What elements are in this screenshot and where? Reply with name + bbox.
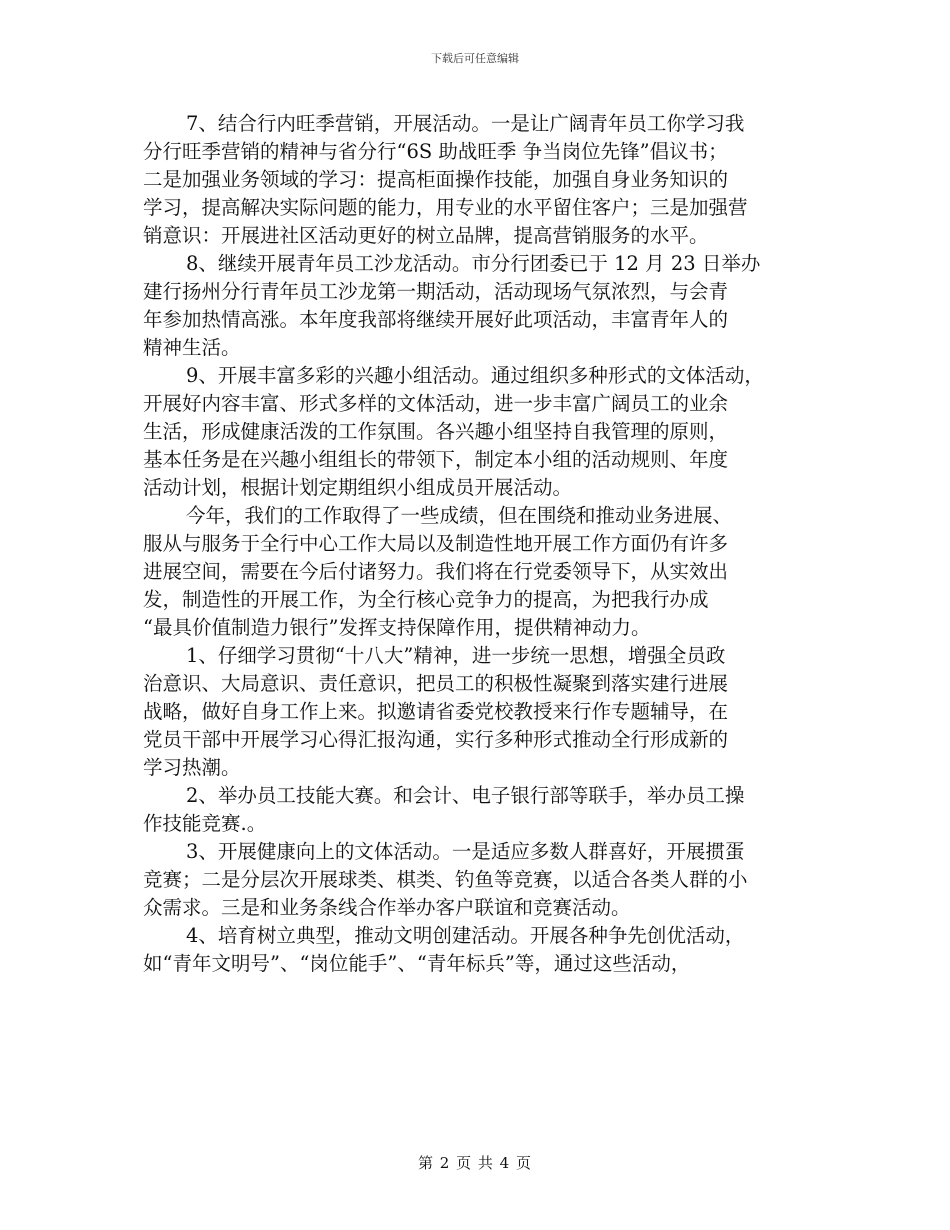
text-line: 3、开展健康向上的文体活动。一是适应多数人群喜好，开展掼蛋	[186, 840, 745, 863]
text-line: “最具价值制造力银行”发挥支持保障作用，提供精神动力。	[143, 616, 651, 639]
text-line: 9、开展丰富多彩的兴趣小组活动。通过组织多种形式的文体活动，	[186, 364, 764, 387]
text-line: 2、举办员工技能大赛。和会计、电子银行部等联手，举办员工操	[186, 784, 745, 807]
page-header-note: 下载后可任意编辑	[431, 52, 519, 65]
text-line: 年参加热情高涨。本年度我部将继续开展好此项活动，丰富青年人的	[143, 308, 729, 331]
text-line: 建行扬州分行青年员工沙龙第一期活动，活动现场气氛浓烈，与会青	[143, 280, 729, 303]
text-line: 战略，做好自身工作上来。拟邀请省委党校教授来行作专题辅导，在	[143, 700, 729, 723]
text-line: 今年，我们的工作取得了一些成绩，但在围绕和推动业务进展、	[186, 504, 733, 527]
text-line: 学习，提高解决实际问题的能力，用专业的水平留住客户；三是加强营	[143, 196, 748, 219]
text-line: 服从与服务于全行中心工作大局以及制造性地开展工作方面仍有许多	[143, 532, 729, 555]
text-line: 基本任务是在兴趣小组组长的带领下，制定本小组的活动规则、年度	[143, 448, 729, 471]
text-line: 7、结合行内旺季营销，开展活动。一是让广阔青年员工你学习我	[186, 112, 745, 135]
text-line: 精神生活。	[143, 336, 241, 359]
text-line: 发，制造性的开展工作，为全行核心竞争力的提高，为把我行办成	[143, 588, 709, 611]
text-line: 竞赛；二是分层次开展球类、棋类、钓鱼等竞赛，以适合各类人群的小	[143, 868, 748, 891]
text-line: 众需求。三是和业务条线合作举办客户联谊和竞赛活动。	[143, 896, 631, 919]
page-number-footer: 第 2 页 共 4 页	[418, 1154, 532, 1172]
text-line: 治意识、大局意识、责任意识，把员工的积极性凝聚到落实建行进展	[143, 672, 729, 695]
text-line: 学习热潮。	[143, 756, 241, 779]
text-line: 进展空间，需要在今后付诸努力。我们将在行党委领导下，从实效出	[143, 560, 729, 583]
text-line: 作技能竞赛.。	[143, 812, 267, 835]
text-line: 开展好内容丰富、形式多样的文体活动，进一步丰富广阔员工的业余	[143, 392, 729, 415]
text-line: 生活，形成健康活泼的工作氛围。各兴趣小组坚持自我管理的原则，	[143, 420, 729, 443]
text-line: 分行旺季营销的精神与省分行“6S 助战旺季 争当岗位先锋”倡议书；	[143, 140, 728, 163]
document-body	[143, 110, 813, 978]
text-line: 销意识：开展进社区活动更好的树立品牌，提高营销服务的水平。	[143, 224, 709, 247]
text-line: 1、仔细学习贯彻“十八大”精神，进一步统一思想，增强全员政	[186, 644, 726, 667]
text-line: 如“青年文明号”、“岗位能手”、“青年标兵”等，通过这些活动，	[143, 952, 691, 975]
text-line: 活动计划，根据计划定期组织小组成员开展活动。	[143, 476, 573, 499]
text-line: 8、继续开展青年员工沙龙活动。市分行团委已于 12 月 23 日举办	[186, 252, 761, 275]
text-line: 党员干部中开展学习心得汇报沟通，实行多种形式推动全行形成新的	[143, 728, 729, 751]
text-line: 二是加强业务领域的学习：提高柜面操作技能，加强自身业务知识的	[143, 168, 729, 191]
text-line: 4、培育树立典型，推动文明创建活动。开展各种争先创优活动，	[186, 924, 745, 947]
